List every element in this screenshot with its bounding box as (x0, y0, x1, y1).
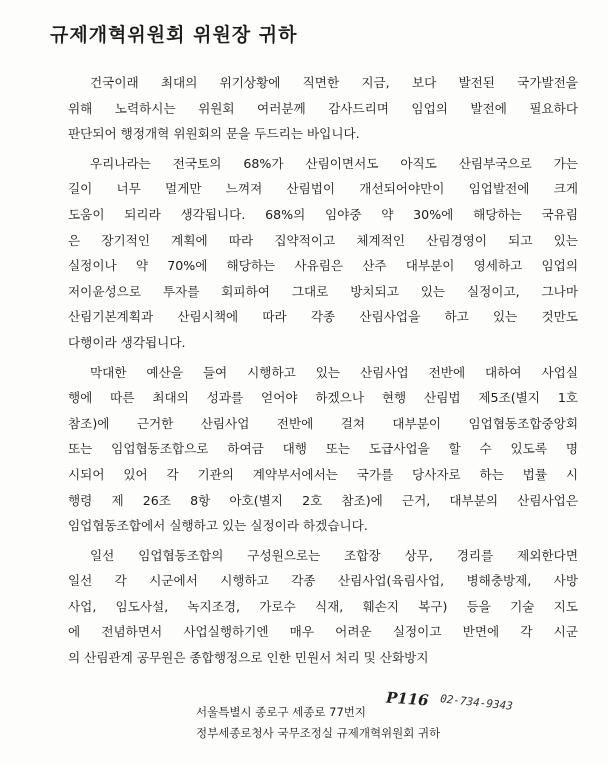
text-line: 일선 임업협동조합의 구성원으로는 조합장 상무, 경리를 제외한다면 (90, 547, 578, 563)
text-line: 판단되어 행정개혁 위원회의 문을 두드리는 바입니다. (68, 126, 360, 142)
text-line: 실정이나 약 70%에 해당하는 사유림은 산주 대부분이 영세하고 임업의 (68, 258, 578, 274)
text-line: 우리나라는 전국토의 68%가 산림이면서도 아직도 산림부국으로 가는 (90, 155, 578, 171)
text-line: 길이 너무 멀게만 느껴져 산림법이 개선되어야만이 임업발전에 크게 (68, 181, 578, 197)
text-line: 도움이 되리라 생각됩니다. 68%의 임야중 약 30%에 해당하는 국유림 (68, 206, 578, 222)
paragraph (68, 543, 578, 671)
paragraph (68, 70, 578, 147)
address-block (196, 702, 440, 744)
text-line: 막대한 예산을 들여 시행하고 있는 산림사업 전반에 대하여 사업실 (90, 364, 578, 380)
document-title: 규제개혁위원회 위원장 귀하 (50, 24, 298, 46)
text-line: 참조)에 근거한 산림사업 전반에 걸쳐 대부분이 임업협동조합중앙회 (68, 415, 578, 431)
text-line: 또는 임업협동조합으로 하여금 대행 또는 도급사업을 할 수 있도록 명 (68, 441, 578, 457)
text-line: 의 산림관계 공무원은 종합행정으로 인한 민원서 처리 및 산화방지 (68, 650, 429, 666)
text-line: 행령 제 26조 8항 아호(별지 2호 참조)에 근거, 대부분의 산림사업은 (68, 492, 578, 508)
text-line: 저이윤성으로 투자를 회피하여 그대로 방치되고 있는 실정이고, 그나마 (68, 283, 578, 299)
text-line: 사업, 임도사설, 녹지조경, 가로수 식재, 훼손지 복구) 등을 기술 지도 (68, 598, 578, 614)
text-line: 임업협동조합에서 실행하고 있는 실정이라 하겠습니다. (68, 518, 368, 534)
paragraph (68, 151, 578, 356)
letter-body (68, 70, 578, 675)
text-line: 일선 각 시군에서 시행하고 각종 산림사업(육림사업, 병해충방제, 사방 (68, 573, 578, 589)
text-line: 위해 노력하시는 위원회 여러분께 감사드리며 임업의 발전에 필요하다 (68, 100, 578, 116)
text-line: 건국이래 최대의 위기상황에 직면한 지금, 보다 발전된 국가발전을 (90, 75, 578, 90)
handwritten-mark: P116 (385, 688, 430, 710)
text-line: 에 전념하면서 사업실행하기엔 매우 어려운 실정이고 반면에 각 시군 (68, 624, 578, 640)
text-line: 행에 따른 최대의 성과를 얻어야 하겠으나 현행 산림법 제5조(별지 1호 (68, 390, 578, 406)
text-line: 산림기본계획과 산림시책에 따라 각종 산림사업을 하고 있는 것만도 (68, 309, 578, 325)
recipient-line: 정부세종로청사 국무조정실 규제개혁위원회 귀하 (196, 726, 441, 740)
address-line: 서울특별시 종로구 세종로 77번지 (196, 705, 367, 719)
text-line: 시되어 있어 각 기관의 계약부서에서는 국가를 당사자로 하는 법률 시 (68, 466, 578, 482)
text-line: 은 장기적인 계획에 따라 집약적이고 체계적인 산림경영이 되고 있는 (68, 232, 578, 248)
paragraph (68, 360, 578, 539)
handwritten-phone-number: 02-734-9343 (439, 692, 514, 713)
text-line: 다행이라 생각됩니다. (68, 334, 186, 350)
